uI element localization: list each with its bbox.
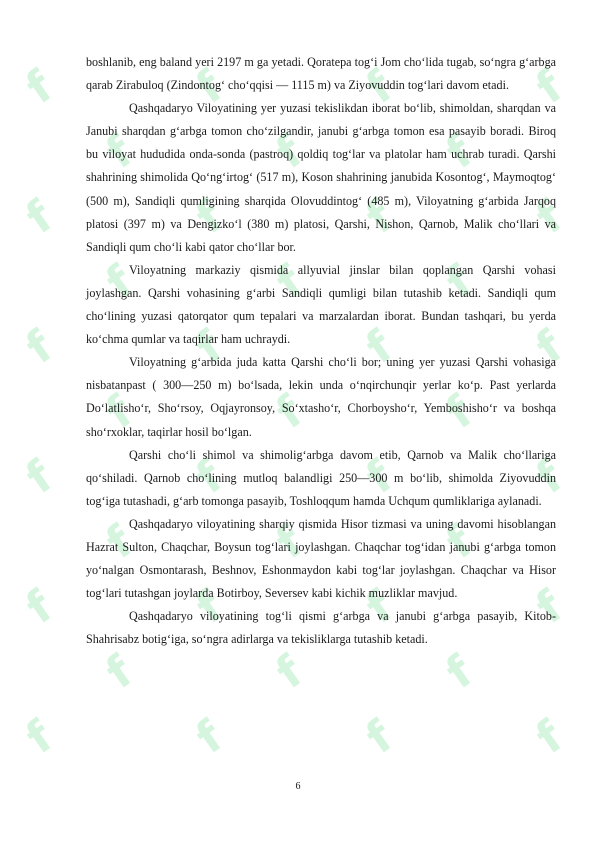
watermark-glyph: f [437, 386, 483, 440]
watermark-glyph: f [187, 191, 233, 245]
watermark-glyph: f [267, 516, 313, 570]
watermark-glyph: f [17, 711, 63, 765]
page-number: 6 [295, 781, 301, 792]
paragraph-5: Qarshi cho‘li shimol va shimolig‘arbga davom etib, Qarnob va Malik cho‘llariga qo‘shiladi. Qarnob cho‘lining mutloq balandligi 250—300 m bo‘lib, shimolda Ziyovuddin tog‘iga tutashadi, g‘arb tomonga pasayib, Toshloqqum hamda Uchqum qumliklariga aylanadi. [86, 447, 556, 508]
watermark-glyph: f [267, 386, 313, 440]
watermark-glyph: f [527, 711, 573, 765]
watermark-glyph: f [187, 581, 233, 635]
watermark-glyph: f [357, 711, 403, 765]
watermark-glyph: f [187, 321, 233, 375]
watermark-glyph: f [357, 581, 403, 635]
watermark-glyph: f [187, 61, 233, 115]
watermark-glyph: f [97, 516, 143, 570]
watermark-glyph: f [437, 516, 483, 570]
watermark-glyph: f [527, 321, 573, 375]
document-body [86, 51, 556, 651]
watermark-glyph: f [17, 61, 63, 115]
watermark-glyph: f [357, 321, 403, 375]
paragraph-3: Viloyatning markaziy qismida allyuvial jinslar bilan qoplangan Qarshi vohasi joylashgan. Qarshi vohasining g‘arbi Sandiqli qumligi bilan tutashib ketadi. Sandiqli qum cho‘lining yuzasi qatorqator qum tepalari va marzalardan iborat. Bundan tashqari, bu yerda ko‘chma qumlar va taqirlar ham uchraydi. [86, 262, 556, 347]
watermark-glyph: f [527, 451, 573, 505]
watermark-glyph: f [527, 581, 573, 635]
watermark-glyph: f [97, 386, 143, 440]
watermark-glyph: f [17, 191, 63, 245]
watermark-glyph: f [267, 256, 313, 310]
watermark-glyph: f [187, 451, 233, 505]
watermark-glyph: f [437, 256, 483, 310]
watermark-glyph: f [97, 646, 143, 700]
watermark-glyph: f [187, 711, 233, 765]
paragraph-1: boshlanib, eng baland yeri 2197 m ga yetadi. Qoratepa tog‘i Jom cho‘lida tugab, so‘ngra g‘arbga qarab Zirabuloq (Zindontog‘ cho‘qqisi — 1115 m) va Ziyovuddin tog‘lari davom etadi. [86, 55, 556, 93]
paragraph-2: Qashqadaryo Viloyatining yer yuzasi tekislikdan iborat bo‘lib, shimoldan, sharqdan va Janubi sharqdan g‘arbga tomon cho‘zilgandir, janubi g‘arbga tomon esa pasayib boradi. Biroq bu viloyat hududida onda-sonda (pastroq) qoldiq tog‘lar va platolar ham uchrab turadi. Qarshi shahrining shimolida Qo‘ng‘irtog‘ (517 m), Koson shahrining janubida Kosontog‘, Maymoqtog‘ (500 m), Sandiqli qumligining sharqida Olovuddintog‘ (485 m), Viloyatning g‘arbida Jarqoq platosi (397 m) va Dengizko‘l (380 m) platosi, Qarshi, Nishon, Qarnob, Malik cho‘llari va Sandiqli qum cho‘li kabi qator cho‘llar bor. [86, 101, 556, 254]
watermark-glyph: f [17, 581, 63, 635]
watermark-glyph: f [17, 321, 63, 375]
paragraph-6: Qashqadaryo viloyatining sharqiy qismida Hisor tizmasi va uning davomi hisoblangan Hazrat Sulton, Chaqchar, Boysun tog‘lari joylashgan. Chaqchar tog‘idan janubi g‘arbga tomon yo‘nalgan Osmontarash, Beshnov, Eshonmaydon kabi tog‘lar joylashgan. Chaqchar va Hisor tog‘lari tutashgan joylarda Botirboy, Seversev kabi kichik muzliklar mavjud. [86, 516, 556, 601]
watermark-glyph: f [437, 646, 483, 700]
paragraph-4: Viloyatning g‘arbida juda katta Qarshi cho‘li bor; uning yer yuzasi Qarshi vohasiga nisbatanpast ( 300—250 m) bo‘lsada, lekin unda o‘nqirchunqir yerlar ko‘p. Past yerlarda Do‘latlisho‘r, Sho‘rsoy, Oqjayronsoy, So‘xtasho‘r, Chorboysho‘r, Yemboshisho‘r va boshqa sho‘rxoklar, taqirlar hosil bo‘lgan. [86, 355, 556, 439]
watermark-glyph: f [97, 256, 143, 310]
watermark-glyph: f [357, 451, 403, 505]
watermark-glyph: f [527, 61, 573, 115]
watermark-glyph: f [527, 191, 573, 245]
watermark-glyph: f [357, 61, 403, 115]
watermark-glyph: f [97, 126, 143, 180]
watermark-glyph: f [267, 126, 313, 180]
watermark-glyph: f [17, 451, 63, 505]
watermark-glyph: f [357, 191, 403, 245]
paragraph-7: Qashqadaryo viloyatining tog‘li qismi g‘arbga va janubi g‘arbga pasayib, Kitob-Shahrisabz botig‘iga, so‘ngra adirlarga va tekisliklarga tutashib ketadi. [86, 609, 556, 647]
watermark-glyph: f [267, 646, 313, 700]
watermark-glyph: f [437, 126, 483, 180]
